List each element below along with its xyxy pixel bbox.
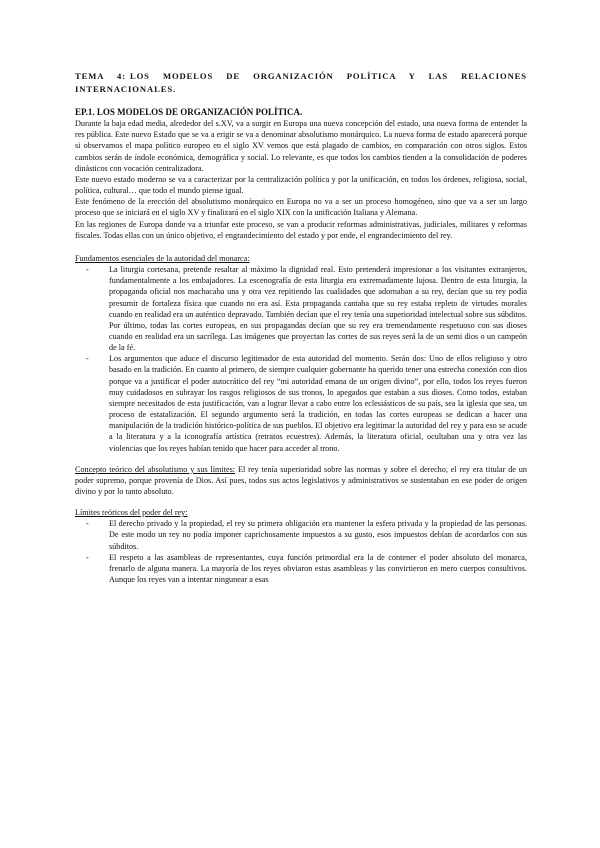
limites-item-1: El derecho privado y la propiedad, el rey su primera obligación era mantener la esfera privada y la propiedad de las personas. De este modo un rey no podía imponer caprichosamente impuestos a su gusto, esos impuestos debían de acordarlos con sus súbditos. [109,519,527,551]
title-text: LOS MODELOS DE ORGANIZACIÓN POLÍTICA Y LAS RELACIONES INTERNACIONALES. [75,71,527,94]
intro-paragraph-1: Durante la baja edad media, alrededor del s.XV, va a surgir en Europa una nueva concepción del estado, una nueva forma de entender la res pública. Este nuevo Estado que se va a erigir se va a denominar absolutismo monárquico. La nueva forma de estado aparecerá porque si observamos el mapa político europeo en el siglo XV vemos que está plagado de cambios, en comparación con otros siglos. Estos cambios serán de índole económica, demográfica y social. Lo relevante, es que todos los cambios tienden a la consolidación de poderes dinásticos con vocación centralizadora. [75,119,527,173]
intro-paragraph-3: Este fenómeno de la erección del absolutismo monárquico en Europa no va a ser un proceso homogéneo, sino que va a ser un largo proceso que se iniciará en el siglo XV y finalizará en el siglo XIX con la unificación Italiana y Alemana. [75,197,527,218]
list-item [75,552,527,585]
dash-bullet: - [86,265,89,275]
intro-paragraph-2: Este nuevo estado moderno se va a caracterizar por la centralización política y por la unificación, en todos los órdenes, religiosa, social, política, cultural… que todo el mundo piense igual. [75,174,527,196]
concepto-heading: Concepto teórico del absolutismo y sus límites: [75,464,236,474]
dash-bullet: - [86,552,89,562]
section-heading: EP.1. LOS MODELOS DE ORGANIZACIÓN POLÍTICA. [75,107,303,117]
fundamentos-list [75,264,527,454]
limites-list [75,518,527,585]
document-title [75,70,527,95]
concepto-text: El rey tenía superioridad sobre las normas y sobre el derecho, el rey era titular de un poder supremo, porque provenía de Dios. Así pues, todos sus actos legislativos y administrativos se sustentaban en ese poder de origen divino y por lo tanto absoluto. [75,464,527,496]
fundamentos-heading: Fundamentos esenciales de la autoridad del monarca: [75,253,250,263]
fundamentos-item-2: Los argumentos que aduce el discurso legitimador de esta autoridad del momento. Serán dos: Uno de ellos religioso y otro basado en la tradición. En cuanto al primero, de siempre cualquier gobernante ha querido tener una estrecha conexión con dios porque va a justificar el poder autocrático del rey “mi autoridad emana de un origen divino”, por ello, todos los reyes fueron muy cuidadosos en subrayar los rasgos religiosos de sus tronos, lo apegados que estaban a sus dioses. Como todos, estaban siempre necesitados de esta justificación, van a lograr llevar a cabo entre los eclesiásticos de su país, sea la iglesia que sea, un proceso de estatalización. El segundo argumento será la tradición, en todas las cortes europeas se dedican a hacer una manipulación de la tradición histórico-política de sus pueblos. El objetivo era legitimar la autoridad del rey y para eso se acude a la literatura y a la iconografía artística (retratos ecuestres). Además, la literatura oficial, ocultaban una y otra vez las violencias que los reyes habían tenido que hacer para acceder al trono. [109,354,527,453]
intro-paragraph-4: En las regiones de Europa donde va a triunfar este proceso, se van a producir reformas administrativas, judiciales, militares y reformas fiscales. Todas ellas con un único objetivo, el engrandecimiento del estado y por ende, el engrandecimiento del rey. [75,219,527,240]
concepto-paragraph [75,464,527,497]
document-page [75,70,527,585]
title-label: TEMA 4: [75,71,126,81]
list-item [75,264,527,353]
list-item [75,353,527,453]
limites-item-2: El respeto a las asambleas de representantes, cuya función primordial era la de contener el poder absoluto del monarca, frenarlo de alguna manera. La mayoría de los reyes obviaron estas asambleas y las convirtieron en mero cuerpos consultivos. Aunque los reyes van a intentar ningunear a esas [109,552,527,585]
fundamentos-item-1: La liturgia cortesana, pretende resaltar al máximo la dignidad real. Esto pretenderá impresionar a los visitantes extranjeros, fundamentalmente a los embajadores. La escenografía de esta liturgia era extremadamente lujosa. Dentro de esta liturgia, la propaganda oficial nos machacaba una y otra vez repitiendo las cualidades que adornaban a su rey, decían que su rey podía presumir de fortaleza física que cuando no era así. Esta propaganda cantaba que su rey estaba repleto de virtudes morales cuando en realidad era un auténtico depravado. También decían que el rey tenía una superioridad intelectual sobre sus súbditos. Por último, todas las cortes europeas, en sus propagandas decían que su rey era tremendamente respetuoso con sus dioses cuando en realidad era un sacrílega. Las imágenes que proyectan las cortes de sus reyes será la de un semi dios o un campeón de la fé. [109,265,527,353]
limites-heading: Límites teóricos del poder del rey: [75,508,188,518]
dash-bullet: - [86,519,89,529]
list-item [75,518,527,551]
dash-bullet: - [86,354,89,364]
